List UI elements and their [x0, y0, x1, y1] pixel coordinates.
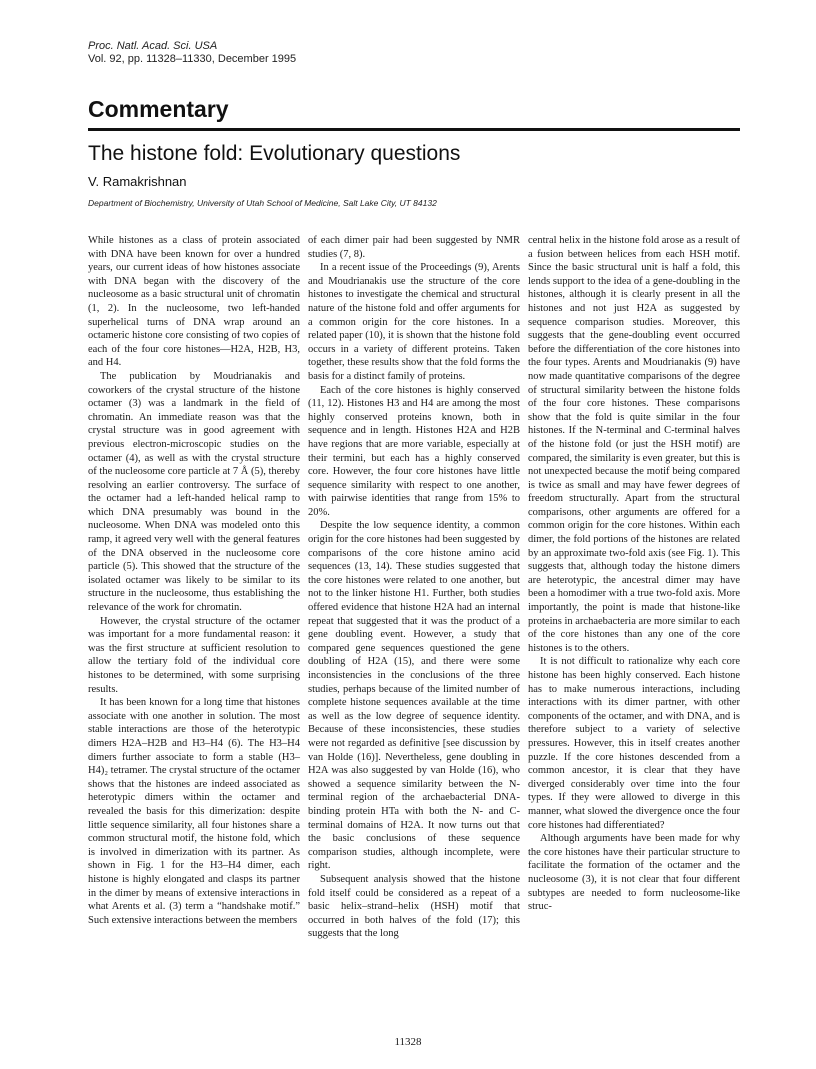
journal-header: [88, 40, 296, 66]
paragraph: The publication by Moudrianakis and coworkers of the crystal structure of the histone octamer (3) was a landmark in the field of chromatin. An immediate reason was that the crystal structure was in good agreement with previous electron-microscopic studies on the octamer (4), as well as with the crystal structure of the nucleosome core particle at 7 Å (5), thereby resolving an earlier controversy. The surface of the octamer had a left-handed helical ramp to which DNA presumably was bound in the nucleosome. When DNA was modeled onto this ramp, it agreed very well with the general features of the DNA observed in the nucleosome core particle (5). This showed that the structure of the isolated octamer was likely to be similar to its structure in the nucleosome, thus establishing the relevance of the work for chromatin.: [88, 370, 300, 614]
paragraph: of each dimer pair had been suggested by NMR studies (7, 8).: [308, 235, 520, 260]
paragraph: It has been known for a long time that histones associate with one another in solution. The most stable interactions are those of the heterotypic dimers H2A–H2B and H3–H4 (6). The H3–H4 dimers further associate to form a stable (H3–H4)₂ tetramer. The crystal structure of the octamer shows that the histones are indeed associated as heterotypic dimers within the octamer and revealed the basis for this dimerization: despite little sequence similarity, all four histones share a common structural motif, the histone fold, which is involved in dimerization with its partner. As shown in Fig. 1 for the H3–H4 dimer, each histone is highly elongated and clasps its partner in the dimer by means of extensive interactions in what Arents et al. (3) term a “handshake motif.” Such extensive interactions between the members: [88, 697, 300, 926]
journal-name: Proc. Natl. Acad. Sci. USA: [88, 40, 218, 52]
text-column-1: [88, 234, 300, 927]
text-column-2: [308, 234, 520, 941]
paragraph: However, the crystal structure of the octamer was important for a more fundamental reason: it was the first structure at sufficient resolution to allow the tertiary fold of the individual core histones to be determined, with some surprising results.: [88, 615, 300, 695]
paragraph: central helix in the histone fold arose as a result of a fusion between helices from each HSH motif. Since the basic structural unit is half a fold, this lends support to the idea of a gene-doubling in the histones, although it is clearly present in all the histones and not just H2A as suggested by sequence comparison studies. Moreover, this suggests that the gene-doubling event occurred before the differentiation of the core histones into the four types. Arents and Moudrianakis (9) have now made quantitative comparisons of the degree of structural similarity between the histone folds of the four core histones. These comparisons show that the fold is quite similar in the four histones. If the N-terminal and C-terminal halves of the histone fold (or just the HSH motif) are compared, the similarity is even greater, but this is not unexpected because the motif being compared is twice as small and may have fewer degrees of freedom structurally. Apart from the structural comparisons, other arguments are offered for a common origin for the core histones. Within each dimer, the fold portions of the histones are related by an approximate two-fold axis (see Fig. 1). This suggests that, although today the histone dimers are heterotypic, the ancestral dimer may have been a homodimer with a true two-fold axis. More importantly, the point is made that histone-like proteins in archaebacteria are more similar to each of the core histones than any one of the core histones is to the others.: [528, 235, 740, 654]
page-number: 11328: [394, 1036, 422, 1048]
paragraph: In a recent issue of the Proceedings (9), Arents and Moudrianakis use the structure of the core histones to investigate the chemical and structural nature of the histone fold and offer arguments for a common origin for the core histones. In a related paper (10), it is shown that the histone fold occurs in a variety of different proteins. Taken together, these results show that the fold forms the basis for a distinct family of proteins.: [308, 262, 520, 382]
author-name: V. Ramakrishnan: [88, 174, 187, 189]
paragraph: Subsequent analysis showed that the histone fold itself could be considered as a repeat of a basic helix–strand–helix (HSH) motif that occurred in both halves of the fold (17); this suggests that the long: [308, 873, 520, 940]
text-column-3: [528, 234, 740, 914]
section-divider: [88, 128, 740, 131]
paragraph: Despite the low sequence identity, a common origin for the core histones had been suggested by comparisons of the core histone amino acid sequences (13, 14). These studies suggested that the core histones were related to one another, but not to the linker histone H1. Further, both studies offered evidence that histone H2A had an internal repeat that suggested that it was the product of a gene doubling event. However, a study that compared gene sequences questioned the gene doubling of H2A (15), and there were some inconsistencies in the conclusions of the three studies, perhaps because of the limited number of complete histone sequences available at the time as well as the low degree of sequence identity. Because of these inconsistencies, these studies were not regarded as definitive [see discussion by van Holde (16)]. Nevertheless, gene doubling in H2A was also suggested by van Holde (16), who showed a sequence similarity between the N-terminal region of the archaebacterial DNA-binding protein HTa with both the N- and C-terminal domains of H2A. It now turns out that the basic conclusions of these sequence comparison studies, although incomplete, were right.: [308, 520, 520, 872]
paragraph: It is not difficult to rationalize why each core histone has been highly conserved. Each histone has to make numerous interactions, including interactions with its dimer partner, with other components of the octamer, and with DNA, and is therefore subject to a variety of selective pressures. However, this in itself creates another puzzle. If the core histones descended from a common ancestor, it is clear that they have diverged considerably over time into the four types. If they were allowed to diverge in this manner, what slowed the divergence once the four core histones had differentiated?: [528, 656, 740, 831]
author-affiliation: Department of Biochemistry, University of Utah School of Medicine, Salt Lake City, UT 84132: [88, 198, 437, 208]
section-heading: Commentary: [88, 96, 229, 122]
paragraph: Each of the core histones is highly conserved (11, 12). Histones H3 and H4 are among the most highly conserved proteins known, both in sequence and in length. Histones H2A and H2B have regions that are more variable, especially at their termini, but each has a highly conserved core. However, the four core histones have little sequence similarity with respect to one another, with pairwise identities that range from 15% to 20%.: [308, 384, 520, 518]
paragraph: Although arguments have been made for why the core histones have their particular structure to facilitate the formation of the octamer and the nucleosome (3), it is not clear that four different subtypes are needed to form nucleosome-like struc-: [528, 833, 740, 913]
article-title: The histone fold: Evolutionary questions: [88, 142, 461, 165]
journal-volume-line: Vol. 92, pp. 11328–11330, December 1995: [88, 53, 297, 65]
paragraph: While histones as a class of protein associated with DNA have been known for over a hundred years, our current ideas of how histones associate with DNA began with the discovery of the nucleosome as a basic structural unit of chromatin (1, 2). In the nucleosome, two left-handed superhelical turns of DNA wrap around an octameric histone core consisting of two copies of each of the four core histones—H2A, H2B, H3, and H4.: [88, 235, 300, 369]
